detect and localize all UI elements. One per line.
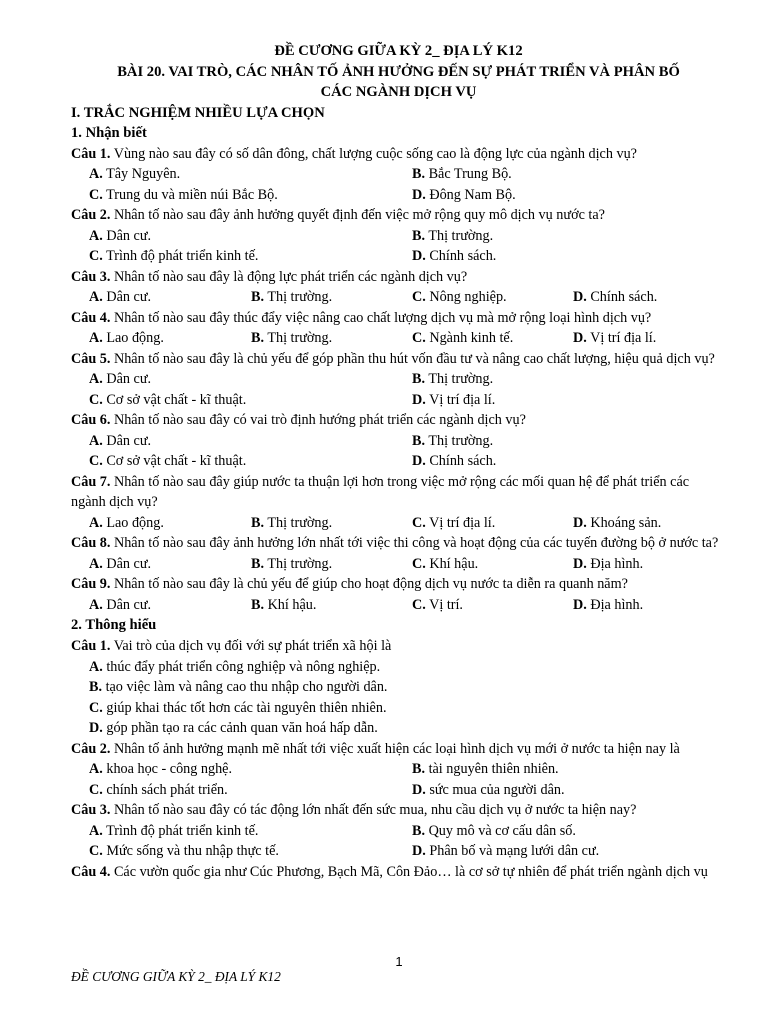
option-c: C. Khí hậu. [412,555,479,572]
option-c: C. Vị trí. [412,596,463,613]
part-heading: 1. Nhận biết [71,125,147,142]
option-b: B. tạo việc làm và nâng cao thu nhập cho người dân. [89,679,388,696]
options-row [71,226,726,247]
lesson-title-cont: CÁC NGÀNH DỊCH VỤ [320,84,477,101]
option-d: D. góp phần tạo ra các cảnh quan văn hoá hấp dẫn. [89,720,378,737]
option-d: D. Địa hình. [573,555,644,572]
options-row [71,164,726,185]
option-a: A. thúc đẩy phát triển công nghiệp và nông nghiệp. [89,658,381,675]
section-heading: I. TRẮC NGHIỆM NHIỀU LỰA CHỌN [71,104,325,121]
option-b: B. Thị trường. [251,330,333,347]
option-b: B. Thị trường. [251,514,333,531]
options-row [71,821,726,842]
question-4: Câu 4. Nhân tố nào sau đây thúc đẩy việc nâng cao chất lượng dịch vụ mà mở rộng loại hình dịch vụ? [71,309,652,326]
question-4: Câu 4. Các vườn quốc gia như Cúc Phương, Bạch Mã, Côn Đảo… là cơ sở tự nhiên để phát triển ngành dịch vụ [71,863,708,880]
option-b: B. Thị trường. [251,289,333,306]
question-3: Câu 3. Nhân tố nào sau đây có tác động lớn nhất đến sức mua, nhu cầu dịch vụ ở nước ta hiện nay? [71,802,637,819]
options-row [71,369,726,390]
question-3: Câu 3. Nhân tố nào sau đây là động lực phát triển các ngành dịch vụ? [71,268,468,285]
page-number: 1 [395,954,403,969]
options-row [71,513,726,534]
question-7: Câu 7. Nhân tố nào sau đây giúp nước ta thuận lợi hơn trong việc mở rộng các mối quan hệ để phát triển các ngành dịch vụ? [71,473,690,511]
option-c: C. giúp khai thác tốt hơn các tài nguyên thiên nhiên. [89,699,387,716]
option-d: D. Vị trí địa lí. [412,391,496,408]
option-d: D. Đông Nam Bộ. [412,186,516,203]
option-a: A. Lao động. [89,330,164,347]
option-a: A. Dân cư. [89,596,152,613]
option-b: B. Bắc Trung Bộ. [412,166,512,183]
option-b: B. Thị trường. [251,555,333,572]
question-1: Câu 1. Vùng nào sau đây có số dân đông, chất lượng cuộc sống cao là động lực của ngành dịch vụ? [71,145,637,162]
question-9: Câu 9. Nhân tố nào sau đây là chủ yếu để giúp cho hoạt động dịch vụ nước ta diễn ra quanh năm? [71,576,628,593]
options-row [71,595,726,616]
option-c: C. Trung du và miền núi Bắc Bộ. [89,186,278,203]
option-b: B. Thị trường. [412,227,494,244]
options-row [71,451,726,472]
question-2: Câu 2. Nhân tố ảnh hưởng mạnh mẽ nhất tới việc xuất hiện các loại hình dịch vụ mới ở nước ta hiện nay là [71,740,680,757]
option-d: D. Vị trí địa lí. [573,330,657,347]
option-c: C. Cơ sở vật chất - kĩ thuật. [89,391,247,408]
option-c: C. Ngành kinh tế. [412,330,514,347]
option-d: D. Chính sách. [412,248,497,265]
option-b: B. Quy mô và cơ cấu dân số. [412,822,576,839]
option-b: B. Khí hậu. [251,596,317,613]
doc-title: ĐỀ CƯƠNG GIỮA KỲ 2_ ĐỊA LÝ K12 [274,43,523,59]
option-b: B. tài nguyên thiên nhiên. [412,761,559,778]
option-d: D. Chính sách. [412,453,497,470]
option-b: B. Thị trường. [412,432,494,449]
option-a: A. Dân cư. [89,555,152,572]
options-row [71,287,726,308]
option-c: C. Trình độ phát triển kinh tế. [89,248,259,265]
question-1: Câu 1. Vai trò của dịch vụ đối với sự phát triển xã hội là [71,638,392,655]
options-row [71,431,726,452]
option-a: A. Lao động. [89,514,164,531]
lesson-title: BÀI 20. VAI TRÒ, CÁC NHÂN TỐ ẢNH HƯỞNG ĐẾN SỰ PHÁT TRIỂN VÀ PHÂN BỐ [117,63,680,80]
part-heading: 2. Thông hiểu [71,617,157,634]
options-row [71,759,726,780]
option-c: C. Mức sống và thu nhập thực tế. [89,843,279,860]
question-8: Câu 8. Nhân tố nào sau đây ảnh hưởng lớn nhất tới việc thi công và hoạt động của các tuyến đường bộ ở nước ta? [71,535,719,552]
option-a: A. Dân cư. [89,371,152,388]
option-a: A. Dân cư. [89,432,152,449]
options-row [71,554,726,575]
option-a: A. khoa học - công nghệ. [89,761,233,778]
option-a: A. Dân cư. [89,289,152,306]
options-row [71,841,726,862]
options-row [71,328,726,349]
option-d: D. Địa hình. [573,596,644,613]
option-a: A. Trình độ phát triển kinh tế. [89,822,259,839]
option-d: D. Chính sách. [573,289,658,306]
options-row [71,185,726,206]
options-row [71,780,726,801]
option-c: C. Vị trí địa lí. [412,514,496,531]
option-d: D. Khoáng sản. [573,514,662,531]
option-b: B. Thị trường. [412,371,494,388]
page-footer: ĐỀ CƯƠNG GIỮA KỲ 2_ ĐỊA LÝ K12 [71,969,281,984]
document-page [71,41,726,882]
question-6: Câu 6. Nhân tố nào sau đây có vai trò định hướng phát triển các ngành dịch vụ? [71,412,526,429]
question-2: Câu 2. Nhân tố nào sau đây ảnh hưởng quyết định đến việc mở rộng quy mô dịch vụ nước ta? [71,207,605,224]
option-a: A. Dân cư. [89,227,152,244]
option-d: D. Phân bố và mạng lưới dân cư. [412,843,600,860]
option-c: C. Cơ sở vật chất - kĩ thuật. [89,453,247,470]
option-c: C. chính sách phát triển. [89,781,228,798]
option-a: A. Tây Nguyên. [89,166,181,183]
question-5: Câu 5. Nhân tố nào sau đây là chủ yếu để góp phần thu hút vốn đầu tư và nâng cao chất lượng, hiệu quả dịch vụ? [71,350,715,367]
option-c: C. Nông nghiệp. [412,289,507,306]
option-d: D. sức mua của người dân. [412,781,565,798]
options-row [71,246,726,267]
options-row [71,390,726,411]
